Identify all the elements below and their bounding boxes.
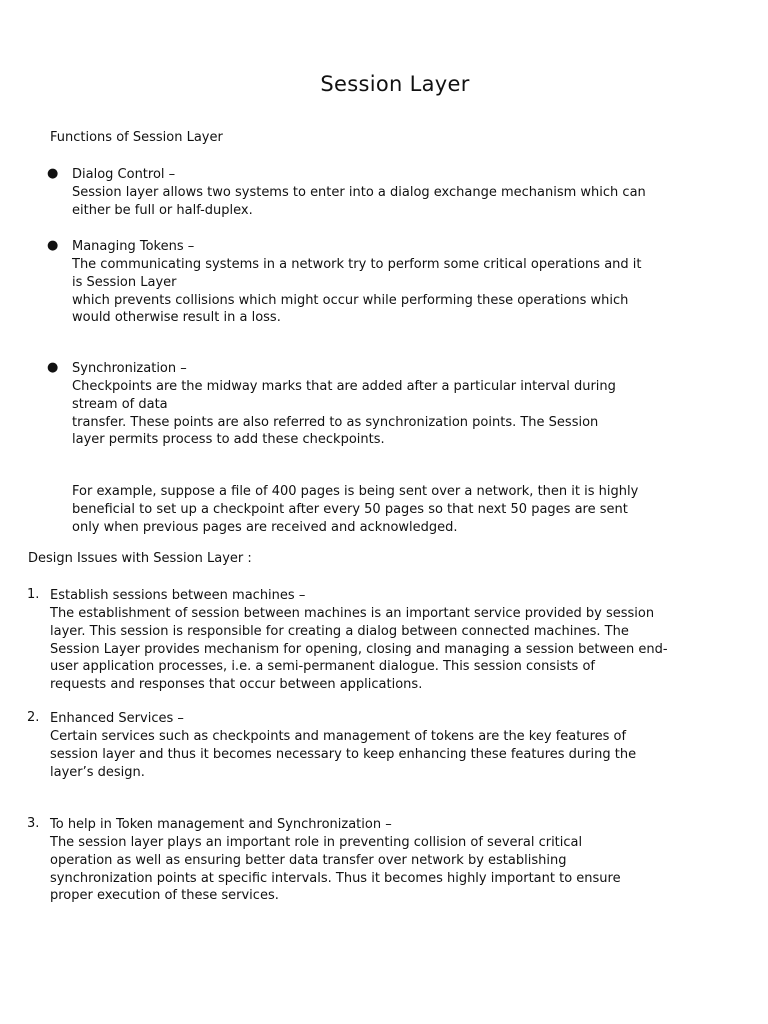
body-line: For example, suppose a file of 400 pages is being sent over a network, then it is highly [72,484,639,500]
body-line: Session layer allows two systems to enter into a dialog exchange mechanism which can [72,185,646,200]
issue-item-body [50,605,750,694]
body-line: proper execution of these services. [50,888,279,904]
body-line: operation as well as ensuring better data transfer over network by establishing [50,852,567,868]
body-line: would otherwise result in a loss. [72,310,281,326]
issue-item-heading: To help in Token management and Synchronization – [50,817,392,832]
list-number: 3. [27,816,40,831]
body-line: only when previous pages are received and acknowledged. [72,519,458,535]
example-paragraph [72,483,752,536]
list-number: 2. [27,710,40,725]
body-line: requests and responses that occur between applications. [50,677,423,693]
body-line: Certain services such as checkpoints and management of tokens are the key features of [50,729,627,744]
function-item-body [72,378,752,449]
function-item-heading: Dialog Control – [72,167,176,182]
body-line: The establishment of session between machines is an important service provided by session [50,606,655,621]
body-line: synchronization points at specific intervals. Thus it becomes highly important to ensure [50,870,621,886]
body-line: either be full or half-duplex. [72,202,253,218]
body-line: The session layer plays an important role in preventing collision of several critical [50,835,583,850]
body-line: The communicating systems in a network try to perform some critical operations and it [72,257,642,272]
issue-item-heading: Establish sessions between machines – [50,588,306,603]
body-line: Session Layer provides mechanism for opening, closing and managing a session between end- [50,641,668,657]
page-title: Session Layer [320,72,470,96]
function-item-heading: Synchronization – [72,361,187,376]
body-line: layer permits process to add these checkpoints. [72,432,385,448]
issue-item-body [50,728,750,781]
bullet-icon: ● [47,360,59,375]
bullet-icon: ● [47,238,59,253]
body-line: is Session Layer [72,274,177,290]
function-item-body [72,184,752,220]
body-line: Checkpoints are the midway marks that are added after a particular interval during [72,379,616,394]
body-line: stream of data [72,396,168,412]
body-line: user application processes, i.e. a semi-permanent dialogue. This session consists of [50,659,595,675]
body-line: session layer and thus it becomes necessary to keep enhancing these features during the [50,746,637,762]
bullet-icon: ● [47,166,59,181]
design-issues-heading: Design Issues with Session Layer : [28,551,252,566]
function-item-body [72,256,752,327]
body-line: which prevents collisions which might occur while performing these operations which [72,292,629,308]
functions-heading: Functions of Session Layer [50,130,223,145]
list-number: 1. [27,587,40,602]
body-line: beneficial to set up a checkpoint after every 50 pages so that next 50 pages are sent [72,501,628,517]
body-line: transfer. These points are also referred to as synchronization points. The Session [72,414,599,430]
issue-item-heading: Enhanced Services – [50,711,184,726]
function-item-heading: Managing Tokens – [72,239,195,254]
issue-item-body [50,834,750,905]
body-line: layer. This session is responsible for creating a dialog between connected machines. The [50,623,629,639]
body-line: layer’s design. [50,764,145,780]
